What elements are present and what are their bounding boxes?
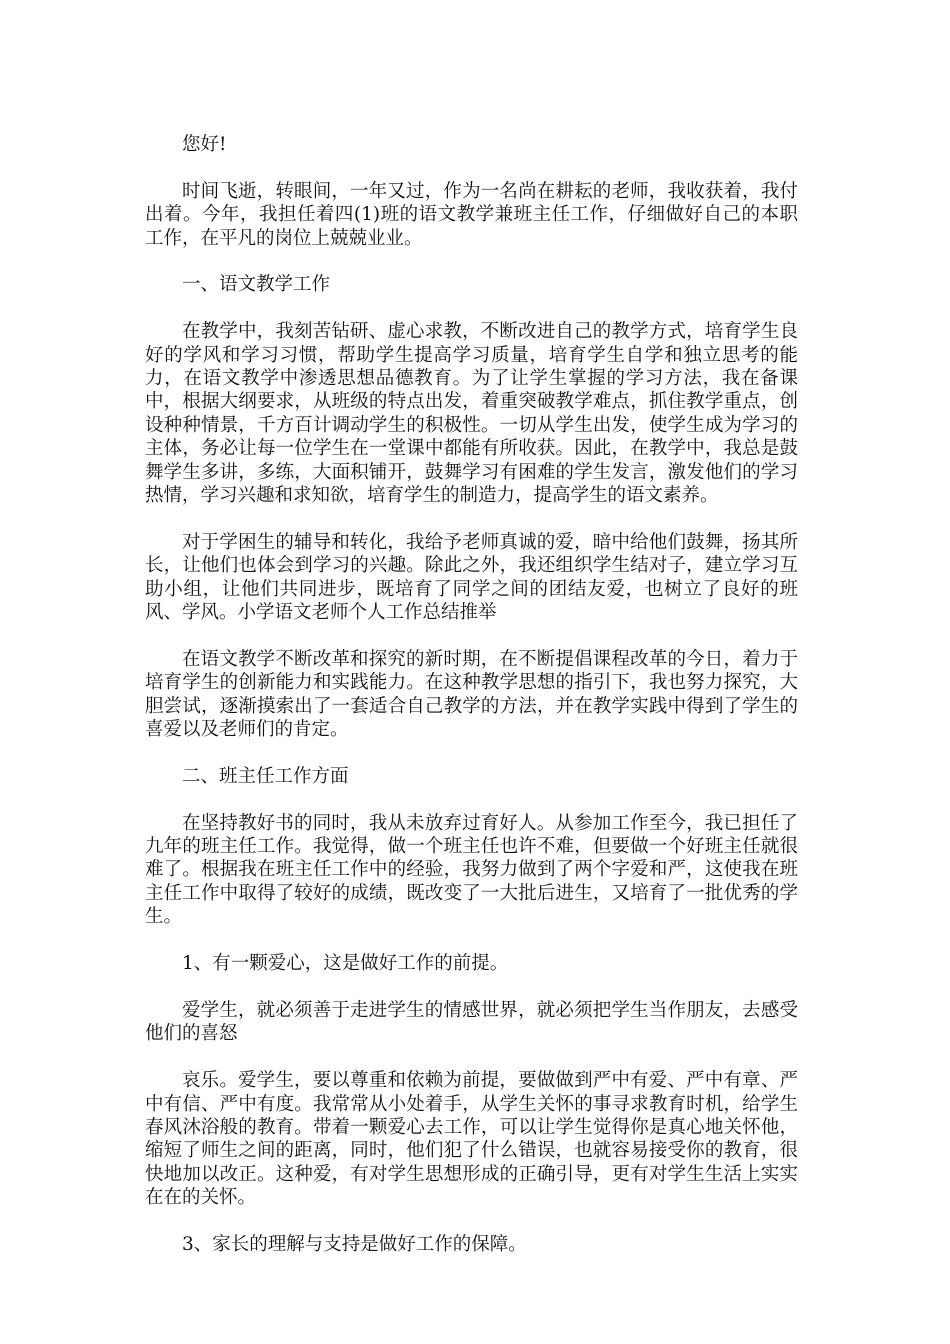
body-paragraph: 对于学困生的辅导和转化，我给予老师真诚的爱，暗中给他们鼓舞，扬其所长，让他们也体会到学习的兴趣。除此之外，我还组织学生结对子，建立学习互助小组，让他们共同进步，既培育了同学之间的团结友爱，也树立了良好的班风、学风。小学语文老师个人工作总结推举: [145, 531, 798, 624]
subheading-caring-heart: 1、有一颗爱心，这是做好工作的前提。: [182, 953, 509, 975]
body-paragraph: 在语文教学不断改革和探究的新时期，在不断提倡课程改革的今日，着力于培育学生的创新能力和实践能力。在这种教学思想的指引下，我也努力探究，大胆尝试，逐渐摸索出了一套适合自己教学的方法，并在教学实践中得到了学生的喜爱以及老师们的肯定。: [145, 648, 798, 741]
body-paragraph: 在坚持教好书的同时，我从未放弃过育好人。从参加工作至今，我已担任了九年的班主任工作。我觉得，做一个班主任也许不难，但要做一个好班主任就很难了。根据我在班主任工作中的经验，我努力做到了两个字爱和严，这使我在班主任工作中取得了较好的成绩，既改变了一大批后进生，又培育了一批优秀的学生。: [145, 812, 798, 928]
greeting: 您好!: [182, 134, 227, 155]
body-paragraph: 哀乐。爱学生，要以尊重和依赖为前提，要做做到严中有爱、严中有章、严中有信、严中有度。我常常从小处着手，从学生关怀的事寻求教育时机，给学生春风沐浴般的教育。带着一颗爱心去工作，可以让学生觉得你是真心地关怀他，缩短了师生之间的距离，同时，他们犯了什么错误，也就容易接受你的教育，很快地加以改正。这种爱，有对学生思想形成的正确引导，更有对学生生活上实实在在的关怀。: [145, 1070, 798, 1209]
intro-paragraph: 时间飞逝，转眼间，一年又过，作为一名尚在耕耘的老师，我收获着，我付出着。今年，我担任着四(1)班的语文教学兼班主任工作，仔细做好自己的本职工作，在平凡的岗位上兢兢业业。: [145, 180, 798, 249]
section-heading-chinese-teaching: 一、语文教学工作: [182, 274, 331, 296]
body-paragraph: 爱学生，就必须善于走进学生的情感世界，就必须把学生当作朋友，去感受他们的喜怒: [145, 999, 798, 1045]
body-paragraph: 在教学中，我刻苦钻研、虚心求教，不断改进自己的教学方式，培育学生良好的学风和学习习惯，帮助学生提高学习质量，培育学生自学和独立思考的能力，在语文教学中渗透思想品德教育。为了让学生掌握的学习方法，我在备课中，根据大纲要求，从班级的特点出发，着重突破教学难点，抓住教学重点，创设种种情景，千方百计调动学生的积极性。一切从学生出发，使学生成为学习的主体，务必让每一位学生在一堂课中都能有所收获。因此，在教学中，我总是鼓舞学生多讲，多练，大面积铺开，鼓舞学习有困难的学生发言，激发他们的学习热情，学习兴趣和求知欲，培育学生的制造力，提高学生的语文素养。: [145, 321, 798, 507]
subheading-parent-support: 3、家长的理解与支持是做好工作的保障。: [182, 1233, 527, 1255]
section-heading-head-teacher: 二、班主任工作方面: [182, 765, 349, 787]
document-body: [145, 133, 798, 1256]
